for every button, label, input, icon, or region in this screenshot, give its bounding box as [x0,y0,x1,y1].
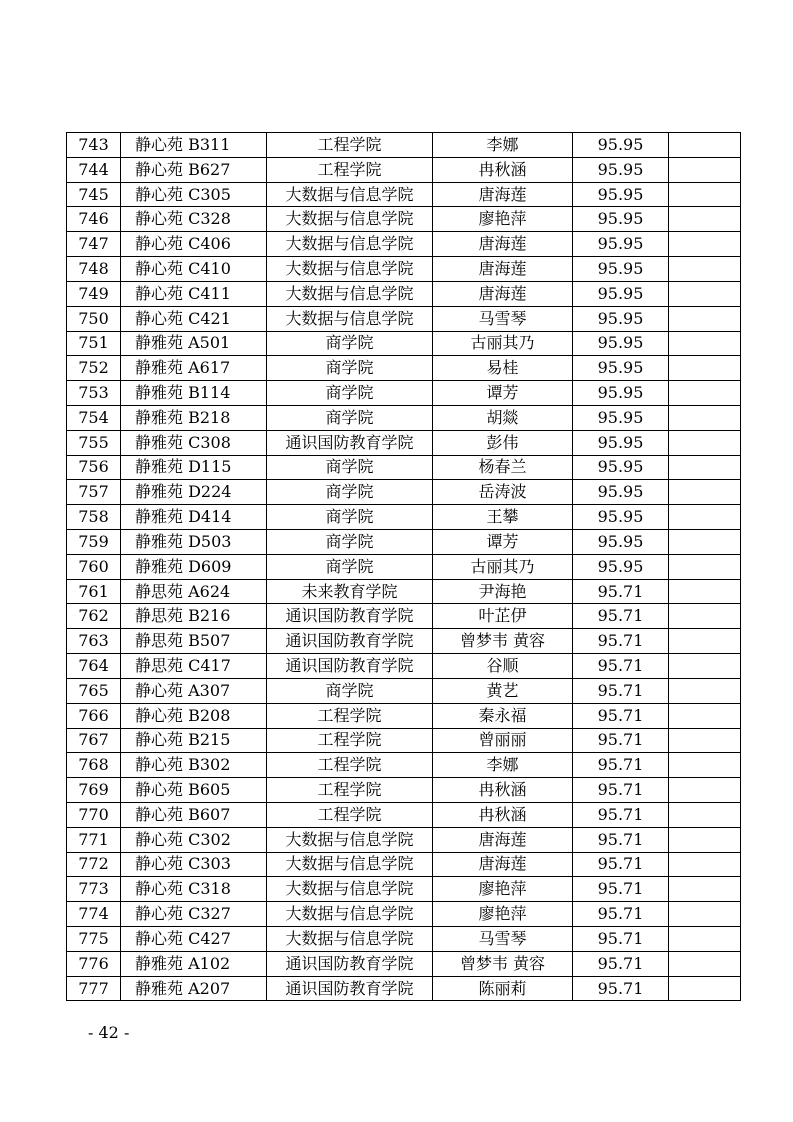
remarks-cell [669,827,741,852]
table-row [67,654,741,679]
college-cell: 通识国防教育学院 [267,629,433,654]
dorm-room-cell: 静心苑 C427 [121,927,267,952]
score-cell: 95.95 [573,306,669,331]
table-row [67,976,741,1001]
row-number-cell: 769 [67,778,121,803]
college-cell: 未来教育学院 [267,579,433,604]
row-number-cell: 771 [67,827,121,852]
score-cell: 95.71 [573,852,669,877]
remarks-cell [669,281,741,306]
dorm-room-cell: 静心苑 C410 [121,257,267,282]
row-number-cell: 762 [67,604,121,629]
remarks-cell [669,654,741,679]
college-cell: 商学院 [267,505,433,530]
remarks-cell [669,728,741,753]
college-cell: 通识国防教育学院 [267,604,433,629]
row-number-cell: 748 [67,257,121,282]
dorm-room-cell: 静心苑 C411 [121,281,267,306]
table-row [67,951,741,976]
row-number-cell: 757 [67,480,121,505]
dorm-room-cell: 静雅苑 A102 [121,951,267,976]
college-cell: 商学院 [267,480,433,505]
dorm-room-cell: 静雅苑 D115 [121,455,267,480]
counselor-name-cell: 杨春兰 [433,455,573,480]
score-cell: 95.71 [573,753,669,778]
row-number-cell: 775 [67,927,121,952]
dorm-room-cell: 静心苑 B302 [121,753,267,778]
counselor-name-cell: 黄艺 [433,678,573,703]
row-number-cell: 764 [67,654,121,679]
table-row [67,554,741,579]
table-row [67,902,741,927]
counselor-name-cell: 谭芳 [433,530,573,555]
remarks-cell [669,455,741,480]
score-cell: 95.95 [573,505,669,530]
score-cell: 95.95 [573,480,669,505]
score-cell: 95.71 [573,927,669,952]
counselor-name-cell: 唐海莲 [433,281,573,306]
counselor-name-cell: 李娜 [433,753,573,778]
row-number-cell: 776 [67,951,121,976]
counselor-name-cell: 廖艳萍 [433,877,573,902]
dorm-room-cell: 静思苑 B216 [121,604,267,629]
score-cell: 95.71 [573,579,669,604]
dorm-room-cell: 静思苑 A624 [121,579,267,604]
counselor-name-cell: 彭伟 [433,430,573,455]
remarks-cell [669,629,741,654]
dorm-room-cell: 静心苑 C303 [121,852,267,877]
row-number-cell: 758 [67,505,121,530]
table-row [67,877,741,902]
table-row [67,505,741,530]
score-cell: 95.71 [573,877,669,902]
counselor-name-cell: 曾丽丽 [433,728,573,753]
score-cell: 95.95 [573,455,669,480]
dorm-room-cell: 静心苑 C327 [121,902,267,927]
counselor-name-cell: 廖艳萍 [433,902,573,927]
counselor-name-cell: 唐海莲 [433,827,573,852]
college-cell: 通识国防教育学院 [267,654,433,679]
college-cell: 大数据与信息学院 [267,232,433,257]
dorm-room-cell: 静思苑 B507 [121,629,267,654]
remarks-cell [669,802,741,827]
college-cell: 商学院 [267,405,433,430]
dorm-room-cell: 静雅苑 D414 [121,505,267,530]
dorm-room-cell: 静雅苑 B114 [121,381,267,406]
college-cell: 通识国防教育学院 [267,951,433,976]
college-cell: 工程学院 [267,157,433,182]
remarks-cell [669,753,741,778]
score-cell: 95.71 [573,678,669,703]
score-cell: 95.71 [573,654,669,679]
college-cell: 工程学院 [267,703,433,728]
remarks-cell [669,951,741,976]
counselor-name-cell: 马雪琴 [433,306,573,331]
college-cell: 大数据与信息学院 [267,306,433,331]
table-row [67,182,741,207]
remarks-cell [669,430,741,455]
remarks-cell [669,133,741,158]
dorm-room-cell: 静心苑 C421 [121,306,267,331]
dorm-room-cell: 静心苑 B627 [121,157,267,182]
college-cell: 大数据与信息学院 [267,902,433,927]
score-cell: 95.71 [573,604,669,629]
remarks-cell [669,902,741,927]
score-cell: 95.71 [573,976,669,1001]
table-row [67,827,741,852]
counselor-name-cell: 曾梦韦 黄容 [433,629,573,654]
row-number-cell: 777 [67,976,121,1001]
college-cell: 大数据与信息学院 [267,827,433,852]
counselor-name-cell: 谷顺 [433,654,573,679]
remarks-cell [669,331,741,356]
college-cell: 商学院 [267,455,433,480]
row-number-cell: 746 [67,207,121,232]
dorm-room-cell: 静心苑 A307 [121,678,267,703]
score-cell: 95.95 [573,157,669,182]
dorm-room-cell: 静雅苑 A501 [121,331,267,356]
college-cell: 工程学院 [267,728,433,753]
row-number-cell: 743 [67,133,121,158]
college-cell: 商学院 [267,331,433,356]
remarks-cell [669,678,741,703]
college-cell: 通识国防教育学院 [267,430,433,455]
score-cell: 95.71 [573,629,669,654]
row-number-cell: 750 [67,306,121,331]
dorm-room-cell: 静心苑 B208 [121,703,267,728]
score-cell: 95.71 [573,728,669,753]
counselor-name-cell: 秦永福 [433,703,573,728]
dorm-room-cell: 静雅苑 C308 [121,430,267,455]
remarks-cell [669,257,741,282]
counselor-name-cell: 岳涛波 [433,480,573,505]
counselor-name-cell: 冉秋涵 [433,157,573,182]
college-cell: 工程学院 [267,133,433,158]
row-number-cell: 765 [67,678,121,703]
dorm-room-cell: 静思苑 C417 [121,654,267,679]
score-cell: 95.95 [573,257,669,282]
college-cell: 工程学院 [267,753,433,778]
dorm-room-cell: 静心苑 B607 [121,802,267,827]
row-number-cell: 767 [67,728,121,753]
score-cell: 95.71 [573,902,669,927]
score-cell: 95.71 [573,827,669,852]
remarks-cell [669,157,741,182]
table-row [67,405,741,430]
remarks-cell [669,207,741,232]
row-number-cell: 744 [67,157,121,182]
score-cell: 95.71 [573,703,669,728]
counselor-name-cell: 谭芳 [433,381,573,406]
table-row [67,331,741,356]
table-row [67,778,741,803]
score-cell: 95.95 [573,554,669,579]
college-cell: 工程学院 [267,802,433,827]
dorm-room-cell: 静雅苑 A207 [121,976,267,1001]
table-row [67,678,741,703]
table-row [67,629,741,654]
counselor-name-cell: 马雪琴 [433,927,573,952]
remarks-cell [669,381,741,406]
score-cell: 95.71 [573,778,669,803]
dorm-room-cell: 静心苑 C406 [121,232,267,257]
row-number-cell: 772 [67,852,121,877]
row-number-cell: 760 [67,554,121,579]
score-cell: 95.95 [573,281,669,306]
score-cell: 95.95 [573,381,669,406]
college-cell: 大数据与信息学院 [267,877,433,902]
row-number-cell: 759 [67,530,121,555]
college-cell: 大数据与信息学院 [267,182,433,207]
counselor-name-cell: 唐海莲 [433,182,573,207]
row-number-cell: 752 [67,356,121,381]
table-row [67,455,741,480]
score-cell: 95.71 [573,951,669,976]
score-cell: 95.95 [573,133,669,158]
table-row [67,530,741,555]
score-cell: 95.95 [573,405,669,430]
college-cell: 大数据与信息学院 [267,207,433,232]
table-row [67,157,741,182]
dorm-room-cell: 静心苑 B311 [121,133,267,158]
remarks-cell [669,232,741,257]
counselor-name-cell: 古丽其乃 [433,331,573,356]
score-cell: 95.95 [573,331,669,356]
college-cell: 商学院 [267,554,433,579]
row-number-cell: 745 [67,182,121,207]
row-number-cell: 747 [67,232,121,257]
table-row [67,257,741,282]
table-row [67,306,741,331]
dorm-room-cell: 静心苑 B215 [121,728,267,753]
counselor-name-cell: 李娜 [433,133,573,158]
table-row [67,207,741,232]
table-row [67,579,741,604]
counselor-name-cell: 尹海艳 [433,579,573,604]
table-row [67,604,741,629]
row-number-cell: 754 [67,405,121,430]
table-row [67,430,741,455]
counselor-name-cell: 冉秋涵 [433,778,573,803]
row-number-cell: 749 [67,281,121,306]
remarks-cell [669,703,741,728]
row-number-cell: 774 [67,902,121,927]
college-cell: 大数据与信息学院 [267,927,433,952]
row-number-cell: 768 [67,753,121,778]
college-cell: 商学院 [267,530,433,555]
remarks-cell [669,530,741,555]
counselor-name-cell: 易桂 [433,356,573,381]
dorm-room-cell: 静心苑 C328 [121,207,267,232]
row-number-cell: 751 [67,331,121,356]
remarks-cell [669,306,741,331]
table-row [67,133,741,158]
score-cell: 95.95 [573,182,669,207]
score-cell: 95.95 [573,207,669,232]
dorm-room-cell: 静心苑 C305 [121,182,267,207]
college-cell: 工程学院 [267,778,433,803]
score-cell: 95.95 [573,356,669,381]
counselor-name-cell: 陈丽莉 [433,976,573,1001]
counselor-name-cell: 唐海莲 [433,232,573,257]
counselor-name-cell: 古丽其乃 [433,554,573,579]
row-number-cell: 773 [67,877,121,902]
row-number-cell: 756 [67,455,121,480]
row-number-cell: 753 [67,381,121,406]
dorm-room-cell: 静心苑 C318 [121,877,267,902]
college-cell: 商学院 [267,381,433,406]
remarks-cell [669,505,741,530]
page-number: - 42 - [88,1023,130,1042]
table-row [67,753,741,778]
table-row [67,381,741,406]
score-cell: 95.95 [573,430,669,455]
remarks-cell [669,852,741,877]
dorm-room-cell: 静心苑 C302 [121,827,267,852]
table-row [67,356,741,381]
college-cell: 大数据与信息学院 [267,852,433,877]
table-row [67,480,741,505]
row-number-cell: 766 [67,703,121,728]
score-cell: 95.95 [573,232,669,257]
remarks-cell [669,927,741,952]
counselor-name-cell: 叶芷伊 [433,604,573,629]
counselor-name-cell: 唐海莲 [433,257,573,282]
college-cell: 商学院 [267,678,433,703]
college-cell: 大数据与信息学院 [267,257,433,282]
college-cell: 通识国防教育学院 [267,976,433,1001]
remarks-cell [669,604,741,629]
row-number-cell: 763 [67,629,121,654]
remarks-cell [669,778,741,803]
dorm-room-cell: 静雅苑 A617 [121,356,267,381]
dorm-room-cell: 静雅苑 D224 [121,480,267,505]
counselor-name-cell: 王攀 [433,505,573,530]
dorm-room-cell: 静心苑 B605 [121,778,267,803]
table-row [67,232,741,257]
row-number-cell: 755 [67,430,121,455]
remarks-cell [669,182,741,207]
table-row [67,281,741,306]
dormitory-ranking-table [66,132,741,1001]
row-number-cell: 761 [67,579,121,604]
score-cell: 95.71 [573,802,669,827]
remarks-cell [669,554,741,579]
counselor-name-cell: 曾梦韦 黄容 [433,951,573,976]
dorm-room-cell: 静雅苑 D503 [121,530,267,555]
remarks-cell [669,356,741,381]
table-row [67,802,741,827]
remarks-cell [669,480,741,505]
counselor-name-cell: 胡燚 [433,405,573,430]
table-row [67,927,741,952]
row-number-cell: 770 [67,802,121,827]
remarks-cell [669,405,741,430]
table-row [67,703,741,728]
table-body [67,133,741,1001]
table-row [67,728,741,753]
table-row [67,852,741,877]
remarks-cell [669,579,741,604]
counselor-name-cell: 唐海莲 [433,852,573,877]
dorm-room-cell: 静雅苑 B218 [121,405,267,430]
counselor-name-cell: 廖艳萍 [433,207,573,232]
dorm-room-cell: 静雅苑 D609 [121,554,267,579]
counselor-name-cell: 冉秋涵 [433,802,573,827]
college-cell: 大数据与信息学院 [267,281,433,306]
remarks-cell [669,877,741,902]
score-cell: 95.95 [573,530,669,555]
remarks-cell [669,976,741,1001]
college-cell: 商学院 [267,356,433,381]
